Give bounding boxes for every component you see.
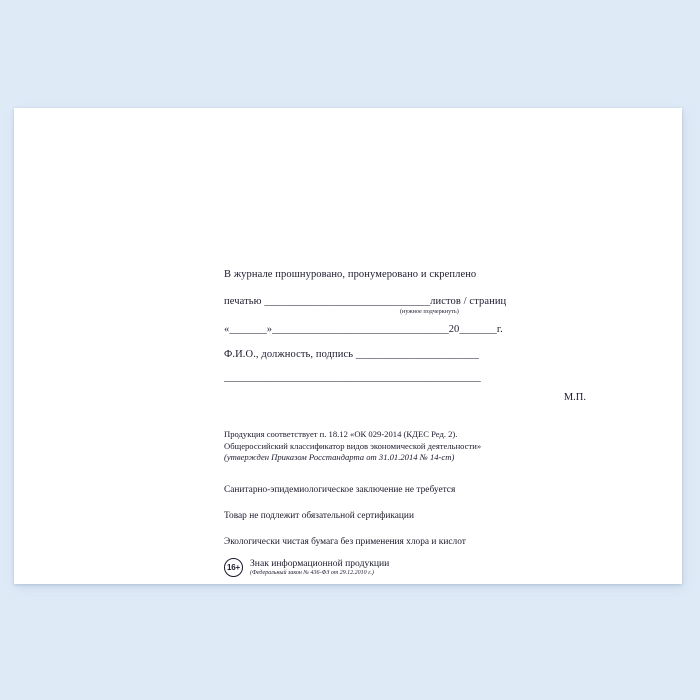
compliance-line-1: Продукция соответствует п. 18.12 «ОК 029-2014 (КДЕС Ред. 2).: [224, 429, 458, 439]
journal-line-5-blank: ________________________________________________: [224, 372, 481, 383]
spacer: [224, 336, 644, 348]
note-certification: Товар не подлежит обязательной сертификации: [224, 510, 414, 521]
age-rating-title: Знак информационной продукции: [250, 557, 390, 569]
spacer: [224, 384, 644, 392]
compliance-block: [224, 429, 644, 464]
spacer: [224, 361, 644, 371]
spacer: [224, 496, 644, 510]
compliance-line-3: (утвержден Приказом Росстандарта от 31.01.2014 № 14-ст): [224, 452, 455, 462]
journal-line-2: печатью _______________________________листов / страниц: [224, 296, 507, 307]
journal-certification-block: [224, 268, 644, 403]
spacer: [224, 522, 644, 536]
note-eco-paper: Экологически чистая бумага без применения хлора и кислот: [224, 536, 466, 547]
journal-line-3-date: «_______»_________________________________20_______г.: [224, 324, 503, 335]
journal-line-1: В журнале прошнуровано, пронумеровано и скреплено: [224, 269, 477, 280]
age-rating-row: [224, 558, 644, 577]
spacer: [224, 281, 644, 295]
journal-line-4-signature: Ф.И.О., должность, подпись _______________________: [224, 349, 479, 360]
age-rating-subtitle: (Федеральный закон № 436-ФЗ от 29.12.2010 г.): [250, 569, 374, 576]
note-sanitary: Санитарно-эпидемиологическое заключение не требуется: [224, 484, 456, 495]
stamp-place-mark: М.П.: [563, 392, 586, 403]
compliance-line-2: Общероссийский классификатор видов экономической деятельности»: [224, 440, 482, 451]
spacer: [224, 315, 644, 323]
spacer: [224, 464, 644, 484]
document-text-area: [224, 268, 644, 577]
age-rating-badge-icon: 16+: [224, 558, 243, 577]
spacer: [224, 403, 644, 429]
journal-line-2-note: (нужное подчеркнуть): [400, 308, 459, 315]
journal-line-2-row: [224, 295, 644, 315]
age-rating-text: [250, 558, 389, 577]
document-page: [14, 108, 682, 584]
notes-block: [224, 484, 644, 548]
